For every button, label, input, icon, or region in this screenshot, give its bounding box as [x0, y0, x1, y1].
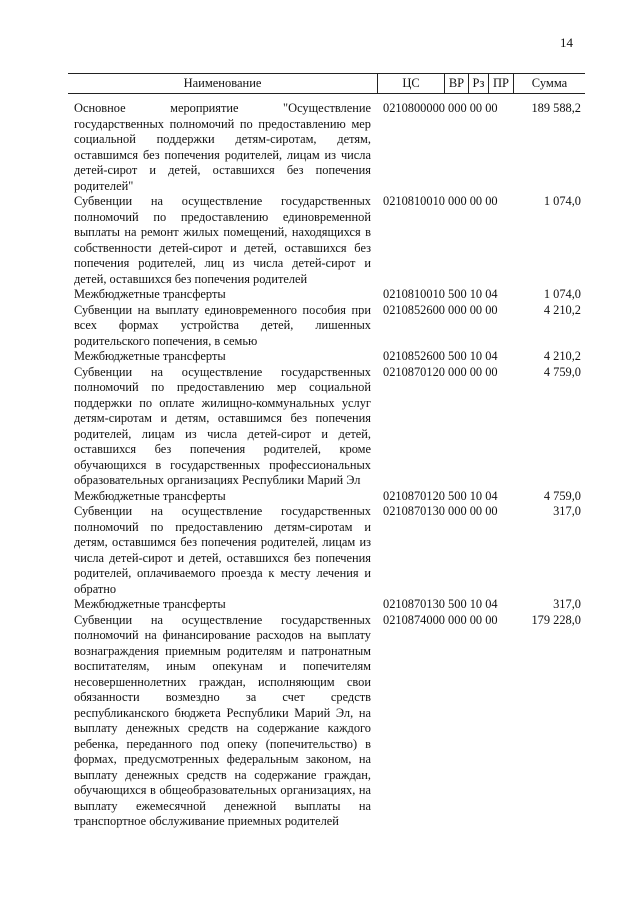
table-row — [68, 365, 585, 489]
row-code: 0210810010 500 10 04 — [383, 287, 498, 301]
table-row — [68, 504, 585, 597]
row-name: Межбюджетные трансферты — [74, 287, 226, 301]
row-code: 0210870120 000 00 00 — [383, 364, 498, 379]
table-row — [68, 597, 585, 613]
row-code: 0210874000 000 00 00 — [383, 612, 498, 627]
table-row — [68, 349, 585, 365]
row-sum: 4 759,0 — [543, 364, 581, 379]
header-pr: ПР — [488, 74, 513, 93]
table-body — [68, 101, 585, 830]
row-sum: 4 210,2 — [543, 349, 581, 363]
row-name: Субвенции на осуществление государственных полномочий по предоставлению единовременной выплаты на ремонт жилых помещений, находящихся в собственности детей-сирот и детей, оставшихся без попечения родителей, лиц из числа детей-сирот и детей, оставшихся без попечения родителей — [74, 194, 371, 286]
row-name: Субвенции на выплату единовременного пособия при всех формах устройства детей, лишенных родительского попечения, в семью — [74, 302, 371, 348]
row-sum: 4 210,2 — [543, 302, 581, 317]
header-sum: Сумма — [513, 74, 585, 93]
table-row — [68, 194, 585, 287]
header-vr: ВР — [444, 74, 468, 93]
page-number: 14 — [560, 35, 573, 50]
row-sum: 317,0 — [553, 504, 581, 518]
table-row — [68, 303, 585, 350]
row-code: 0210810010 000 00 00 — [383, 194, 498, 208]
row-sum: 317,0 — [553, 597, 581, 611]
row-name: Субвенции на осуществление государственных полномочий по предоставлению детям-сиротам и детям, оставшимся без попечения родителей, лицам из числа детей-сирот и детей, оставшихся без попечения родителей, оплачиваемого проезда к месту лечения и обратно — [74, 504, 371, 596]
row-name: Основное мероприятие "Осуществление государственных полномочий по предоставлению мер социальной поддержки детям-сиротам, детям, оставшимся без попечения родителей, лицам из числа детей-сирот и детей, оставшихся без попечения родителей" — [74, 101, 371, 193]
table-row — [68, 287, 585, 303]
row-name: Межбюджетные трансферты — [74, 597, 226, 611]
row-name: Субвенции на осуществление государственных полномочий по предоставлению мер социальной поддержки по оплате жилищно-коммунальных услуг детям-сиротам и детям, оставшимся без попечения родителей, лицам из числа детей-сирот и детей, оставшихся без попечения родителей, кроме обучающихся в государственных профессиональных образовательных организациях Республики Марий Эл — [74, 364, 371, 487]
row-code: 0210870130 500 10 04 — [383, 597, 498, 611]
table-row — [68, 489, 585, 505]
header-name: Наименование — [183, 76, 262, 90]
row-code: 0210870130 000 00 00 — [383, 504, 498, 518]
row-code: 0210852600 500 10 04 — [383, 349, 498, 363]
row-name: Субвенции на осуществление государственных полномочий на финансирование расходов на выплату вознаграждения приемным родителям и патронатным воспитателям, иным опекунам и попечителям несовершеннолетних граждан, исполняющим свои обязанности возмездно за счет средств республиканского бюджета Республики Марий Эл, на выплату денежных средств на содержание каждого ребенка, переданного под опеку (попечительство) в формах, предусмотренных федеральным законом, на выплату денежных средств на содержание граждан, обучающихся в общеобразовательных организациях, на выплату ежемесячной денежной выплаты на транспортное обслуживание приемных родителей — [74, 612, 371, 828]
row-sum: 189 588,2 — [531, 101, 581, 115]
row-code: 0210870120 500 10 04 — [383, 488, 498, 503]
header-rz: Рз — [468, 74, 488, 93]
row-sum: 179 228,0 — [531, 612, 581, 627]
row-code: 0210852600 000 00 00 — [383, 302, 498, 317]
row-sum: 4 759,0 — [543, 488, 581, 503]
header-cs: ЦС — [377, 74, 444, 93]
budget-table — [68, 73, 585, 830]
row-code: 0210800000 000 00 00 — [383, 101, 498, 115]
row-sum: 1 074,0 — [543, 287, 581, 301]
row-name: Межбюджетные трансферты — [74, 488, 226, 503]
table-row — [68, 613, 585, 830]
row-name: Межбюджетные трансферты — [74, 349, 226, 363]
row-sum: 1 074,0 — [543, 194, 581, 208]
table-row — [68, 101, 585, 194]
table-header — [68, 73, 585, 94]
